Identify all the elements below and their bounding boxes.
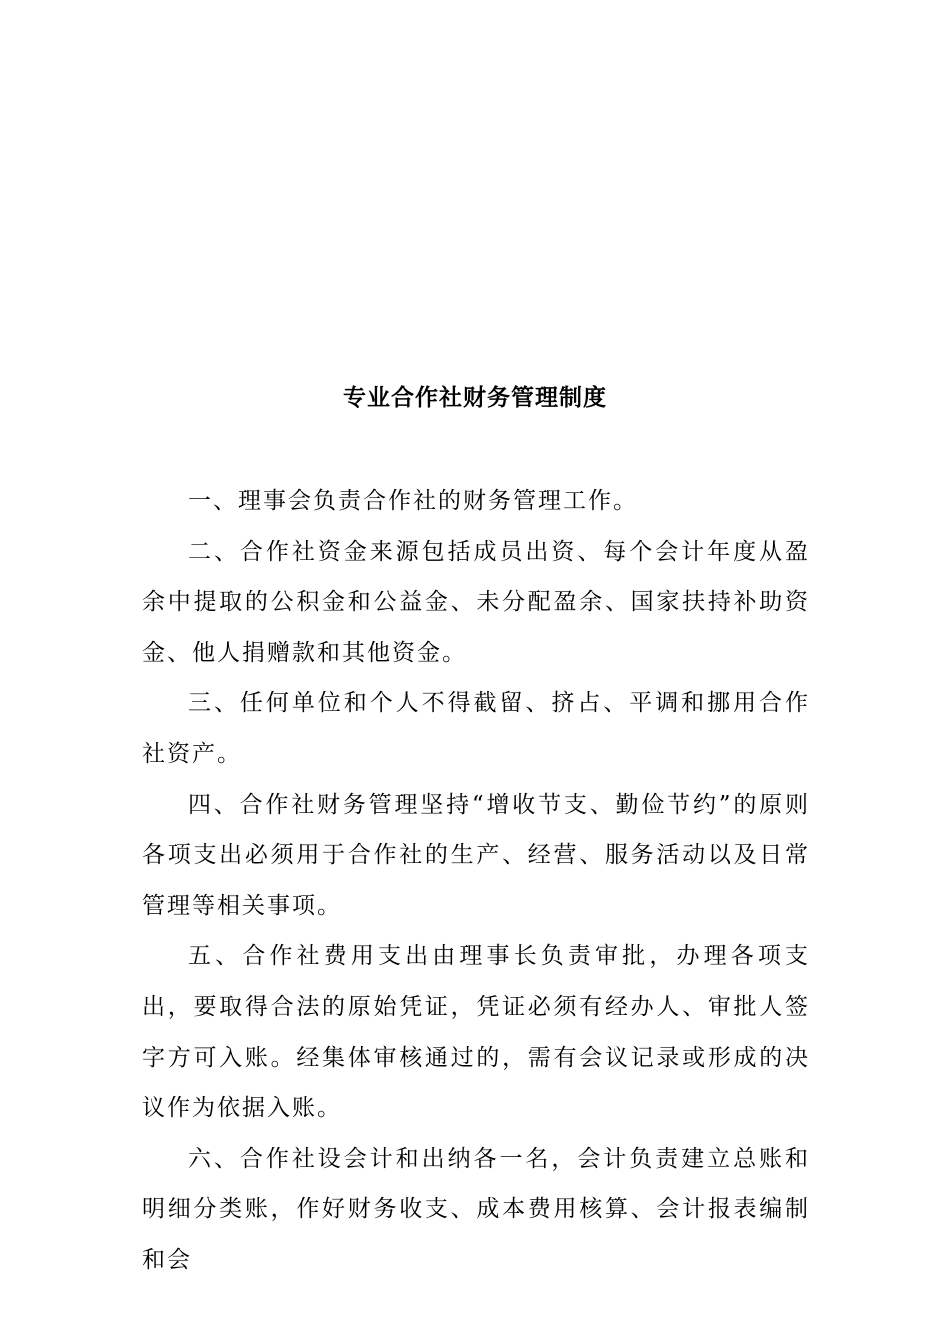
paragraph-1: 一、理事会负责合作社的财务管理工作。 [188,488,638,514]
paragraph-4: 四、合作社财务管理坚持“增收节支、勤俭节约”的原则各项支出必须用于合作社的生产、经营、服务活动以及日常管理等相关事项。 [142,791,810,919]
paragraph-5: 五、合作社费用支出由理事长负责审批，办理各项支出，要取得合法的原始凭证，凭证必须有经办人、审批人签字方可入账。经集体审核通过的，需有会议记录或形成的决议作为依据入账。 [142,943,810,1122]
paragraph-3: 三、任何单位和个人不得截留、挤占、平调和挪用合作社资产。 [142,690,810,767]
document-title: 专业合作社财务管理制度 [343,384,607,411]
document-body [142,476,810,1286]
paragraph-2: 二、合作社资金来源包括成员出资、每个会计年度从盈余中提取的公积金和公益金、未分配盈余、国家扶持补助资金、他人捐赠款和其他资金。 [142,538,810,666]
paragraph-6: 六、合作社设会计和出纳各一名，会计负责建立总账和明细分类账，作好财务收支、成本费用核算、会计报表编制和会 [142,1145,810,1273]
